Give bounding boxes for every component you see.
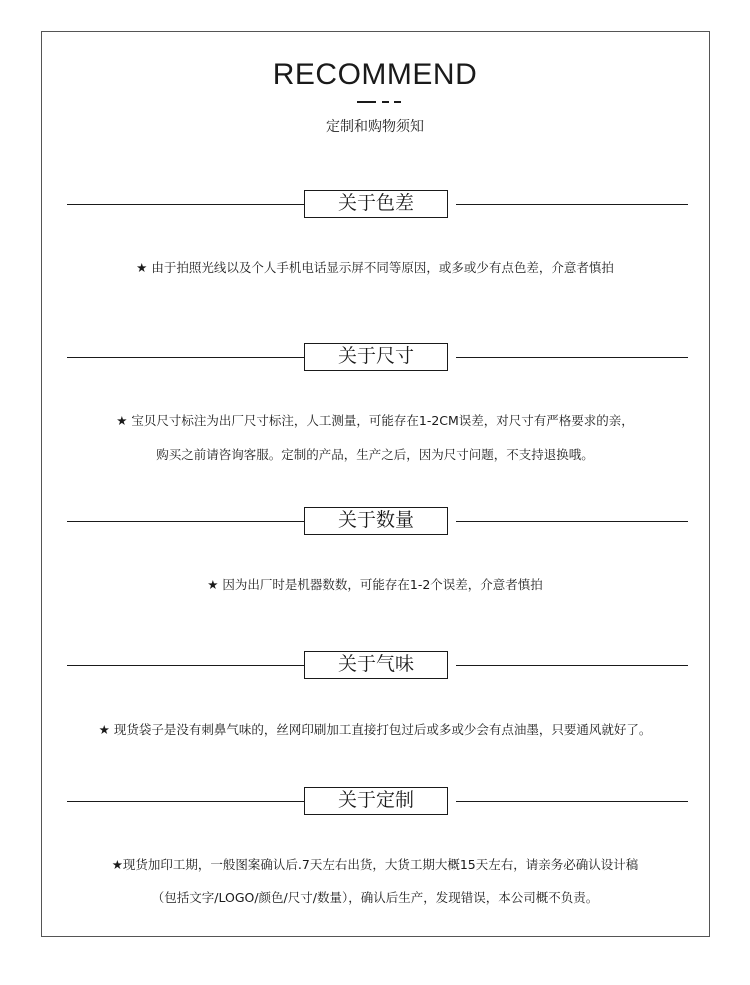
title-dash-short-2 bbox=[394, 101, 401, 103]
title-dash-short-1 bbox=[382, 101, 389, 103]
divider-right bbox=[456, 521, 688, 522]
section-text-line: ★ 宝贝尺寸标注为出厂尺寸标注，人工测量，可能存在1-2CM误差，对尺寸有严格要求的亲， bbox=[116, 413, 634, 428]
section-text-line: ★ 现货袋子是没有刺鼻气味的，丝网印刷加工直接打包过后或多或少会有点油墨，只要通风就好了。 bbox=[98, 722, 652, 737]
section-text-line: 购买之前请咨询客服。定制的产品，生产之后，因为尺寸问题，不支持退换哦。 bbox=[156, 447, 594, 462]
section-text-line: ★ 因为出厂时是机器数数，可能存在1-2个误差，介意者慎拍 bbox=[207, 577, 543, 592]
divider-left bbox=[67, 801, 304, 802]
section-heading: 关于色差 bbox=[304, 190, 448, 218]
divider-left bbox=[67, 521, 304, 522]
divider-left bbox=[67, 357, 304, 358]
section-text-line: （包括文字/LOGO/颜色/尺寸/数量），确认后生产，发现错误，本公司概不负责。 bbox=[151, 890, 599, 905]
section-heading: 关于气味 bbox=[304, 651, 448, 679]
section-heading: 关于尺寸 bbox=[304, 343, 448, 371]
divider-right bbox=[456, 204, 688, 205]
divider-left bbox=[67, 665, 304, 666]
page-subtitle: 定制和购物须知 bbox=[326, 119, 424, 135]
section-text-line: ★ 由于拍照光线以及个人手机电话显示屏不同等原因，或多或少有点色差，介意者慎拍 bbox=[136, 260, 614, 275]
divider-right bbox=[456, 801, 688, 802]
divider-right bbox=[456, 665, 688, 666]
section-text-line: ★现货加印工期，一般图案确认后.7天左右出货，大货工期大概15天左右，请亲务必确认设计稿 bbox=[111, 857, 639, 872]
page-title: RECOMMEND bbox=[272, 58, 478, 91]
divider-left bbox=[67, 204, 304, 205]
section-heading: 关于定制 bbox=[304, 787, 448, 815]
divider-right bbox=[456, 357, 688, 358]
title-dash-long bbox=[357, 101, 376, 103]
section-heading: 关于数量 bbox=[304, 507, 448, 535]
